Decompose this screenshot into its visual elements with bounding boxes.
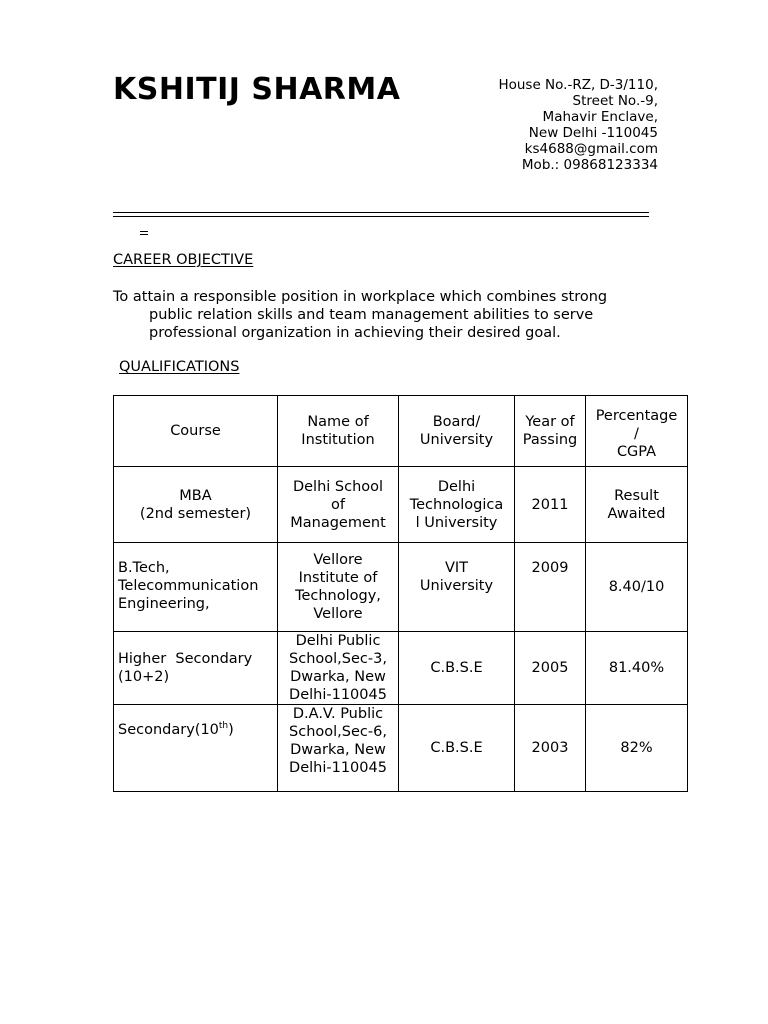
- cell-course: Secondary(10th): [114, 705, 278, 792]
- table-row: [114, 632, 688, 705]
- cell-board: C.B.S.E: [399, 705, 515, 792]
- cell-course: Higher Secondary (10+2): [114, 632, 278, 705]
- address-line: Mahavir Enclave,: [542, 109, 658, 125]
- table-row: [114, 467, 688, 543]
- phone-text: Mob.: 09868123334: [521, 157, 658, 173]
- email-text: ks4688@gmail.com: [524, 141, 658, 157]
- header-divider-bottom: [113, 216, 649, 217]
- cell-result: Result Awaited: [586, 467, 688, 543]
- col-header-institution: Name of Institution: [278, 396, 399, 467]
- objective-line: professional organization in achieving their desired goal.: [149, 325, 561, 341]
- col-header-year: Year of Passing: [515, 396, 586, 467]
- table-row: [114, 705, 688, 792]
- candidate-name: KSHITIJ SHARMA: [113, 72, 401, 107]
- col-header-percentage: Percentage / CGPA: [586, 396, 688, 467]
- objective-line: To attain a responsible position in workplace which combines strong: [113, 289, 608, 305]
- cell-institution: Delhi Public School,Sec-3, Dwarka, New Delhi-110045: [278, 632, 399, 705]
- header-divider-top: [113, 212, 649, 213]
- cell-year: 2011: [515, 467, 586, 543]
- table-header-row: [114, 396, 688, 467]
- divider-mark: [140, 231, 148, 235]
- qualifications-table: [113, 395, 688, 792]
- cell-board: Delhi Technologica l University: [399, 467, 515, 543]
- objective-line: public relation skills and team management abilities to serve: [149, 307, 594, 323]
- cell-result: 82%: [586, 705, 688, 792]
- cell-institution: D.A.V. Public School,Sec-6, Dwarka, New Delhi-110045: [278, 705, 399, 792]
- cell-institution: Vellore Institute of Technology, Vellore: [278, 543, 399, 632]
- cell-result: 81.40%: [586, 632, 688, 705]
- cell-board: C.B.S.E: [399, 632, 515, 705]
- career-objective-heading: CAREER OBJECTIVE: [113, 252, 254, 268]
- cell-result: 8.40/10: [586, 543, 688, 632]
- cell-board: VIT University: [399, 543, 515, 632]
- career-objective-text: [113, 288, 655, 342]
- address-line: New Delhi -110045: [528, 125, 658, 141]
- table-row: [114, 543, 688, 632]
- cell-year: 2005: [515, 632, 586, 705]
- cell-course: MBA (2nd semester): [114, 467, 278, 543]
- address-line: House No.-RZ, D-3/110,: [498, 77, 658, 93]
- col-header-board: Board/ University: [399, 396, 515, 467]
- cell-year: 2003: [515, 705, 586, 792]
- cell-course: B.Tech, Telecommunication Engineering,: [114, 543, 278, 632]
- address-line: Street No.-9,: [572, 93, 658, 109]
- cell-year: 2009: [515, 543, 586, 632]
- qualifications-heading: QUALIFICATIONS: [119, 359, 240, 375]
- contact-address-block: [498, 77, 658, 173]
- col-header-course: Course: [114, 396, 278, 467]
- cell-institution: Delhi School of Management: [278, 467, 399, 543]
